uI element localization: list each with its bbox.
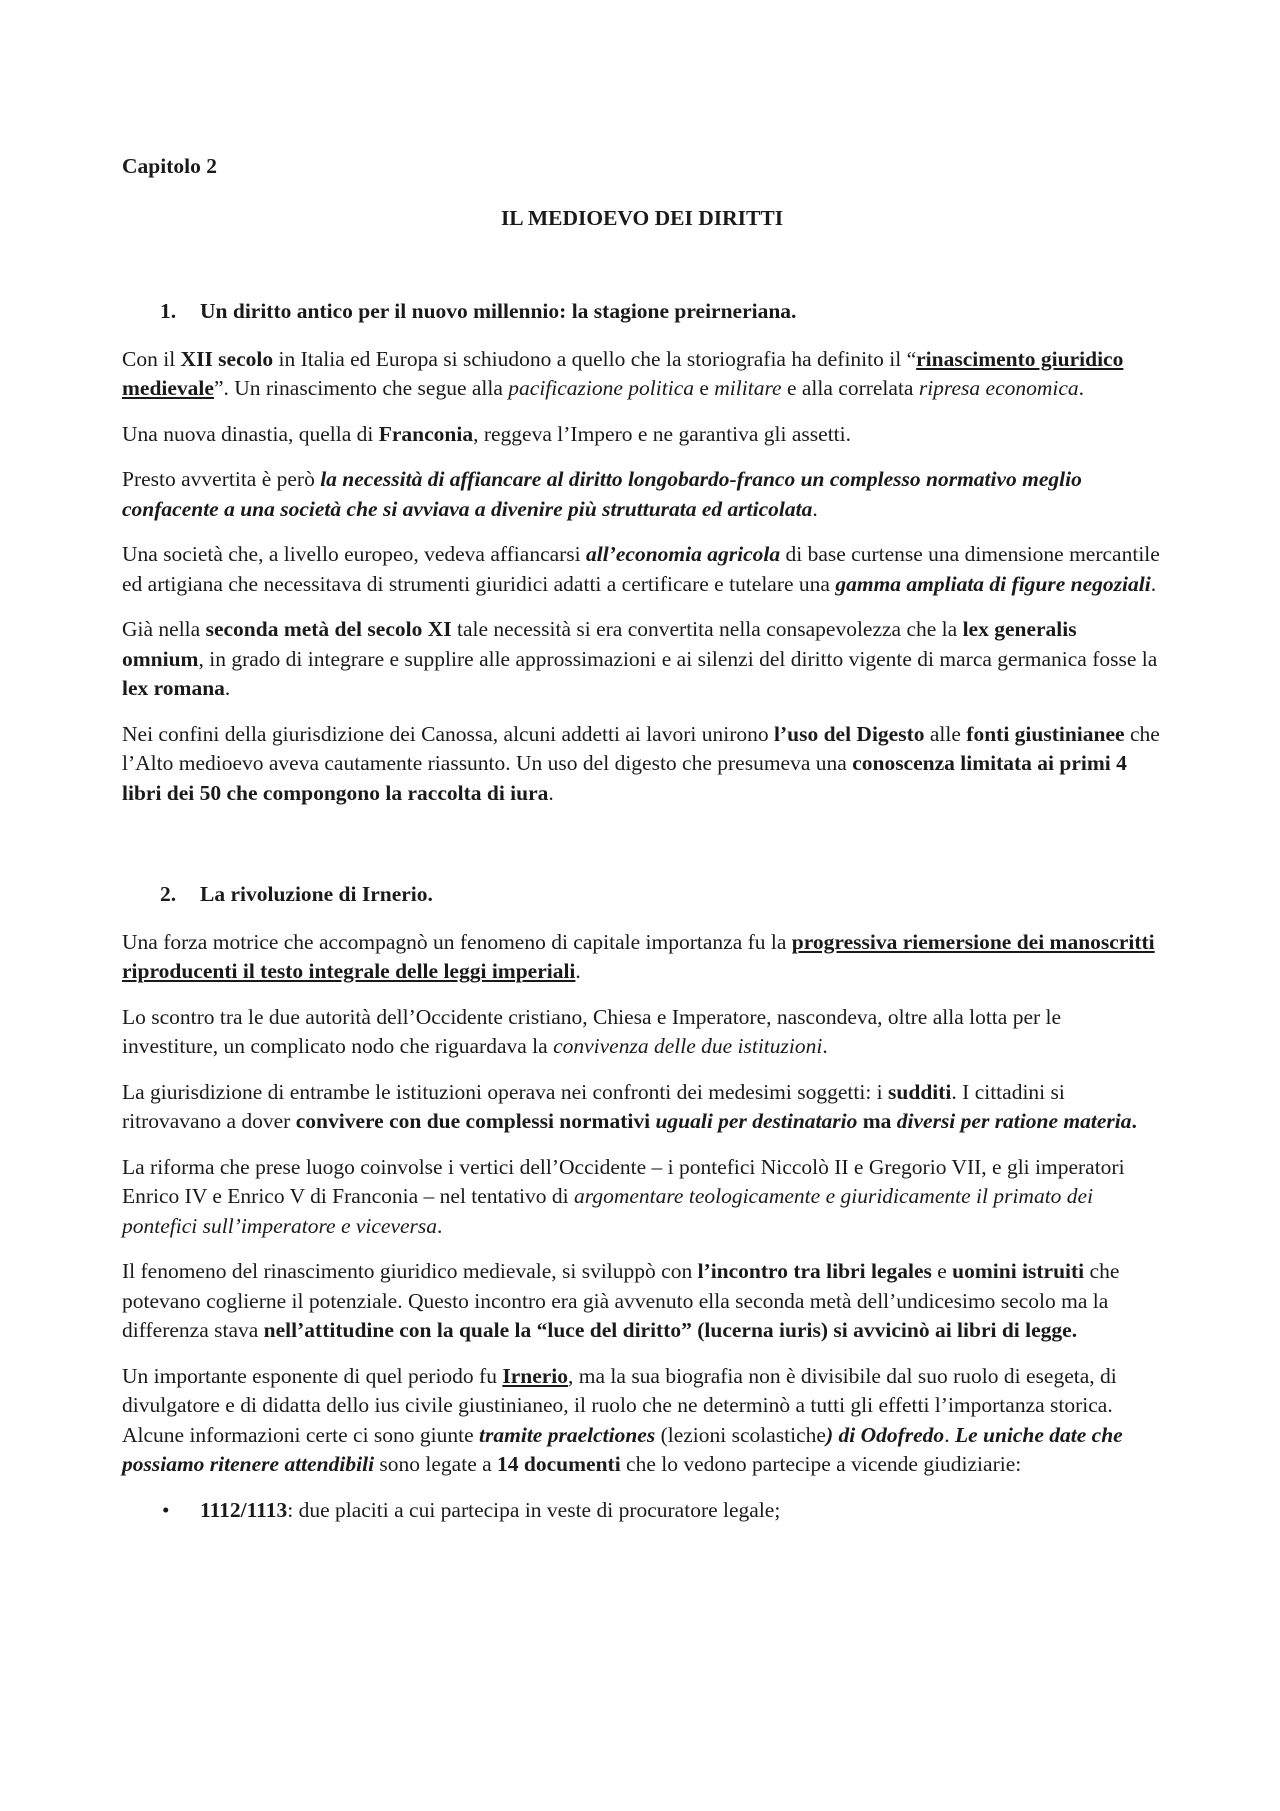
bullet-list [122, 1496, 1162, 1526]
spacer [122, 824, 1162, 880]
paragraph: Il fenomeno del rinascimento giuridico medievale, si sviluppò con l’incontro tra libri legales e uomini istruiti che potevano coglierne il potenziale. Questo incontro era già avvenuto ella seconda metà dell’undicesimo secolo ma la differenza stava nell’attitudine con la quale la “luce del diritto” (lucerna iuris) si avvicinò ai libri di legge. [122, 1259, 1120, 1342]
bullet-marker: • [162, 1497, 170, 1522]
paragraph: Con il XII secolo in Italia ed Europa si schiudono a quello che la storiografia ha definito il “rinascimento giuridico medievale”. Un rinascimento che segue alla pacificazione politica e militare e alla correlata ripresa economica. [122, 346, 1124, 400]
paragraph: Già nella seconda metà del secolo XI tale necessità si era convertita nella consapevolezza che la lex generalis omnium, in grado di integrare e supplire alle approssimazioni e ai silenzi del diritto vigente di marca germanica fosse la lex romana. [122, 617, 1158, 700]
paragraph: Presto avvertita è però la necessità di affiancare al diritto longobardo-franco un complesso normativo meglio confacente a una società che si avviava a divenire più strutturata ed articolata. [122, 467, 1082, 521]
paragraph: Una forza motrice che accompagnò un fenomeno di capitale importanza fu la progressiva riemersione dei manoscritti riproducenti il testo integrale delle leggi imperiali. [122, 929, 1155, 983]
chapter-title: IL MEDIOEVO DEI DIRITTI [500, 205, 784, 230]
section-heading [160, 880, 1162, 910]
paragraph: Nei confini della giurisdizione dei Canossa, alcuni addetti ai lavori unirono l’uso del Digesto alle fonti giustinianee che l’Alto medioevo aveva cautamente riassunto. Un uso del digesto che presumeva una conoscenza limitata ai primi 4 libri dei 50 che compongono la raccolta di iura. [122, 721, 1160, 805]
paragraph: Una nuova dinastia, quella di Franconia, reggeva l’Impero e ne garantiva gli assetti. [122, 421, 851, 446]
section-title: Un diritto antico per il nuovo millennio: la stagione preirneriana. [200, 299, 797, 323]
paragraph: Una società che, a livello europeo, vedeva affiancarsi all’economia agricola di base curtense una dimensione mercantile ed artigiana che necessitava di strumenti giuridici adatti a certificare e tutelare una gamma ampliata di figure negoziali. [122, 542, 1160, 596]
paragraph: Lo scontro tra le due autorità dell’Occidente cristiano, Chiesa e Imperatore, nascondeva, oltre alla lotta per le investiture, un complicato nodo che riguardava la convivenza delle due istituzioni. [122, 1004, 1062, 1058]
section-number: 2. [160, 882, 177, 906]
section-title: La rivoluzione di Irnerio. [200, 882, 433, 906]
paragraph: La giurisdizione di entrambe le istituzioni operava nei confronti dei medesimi soggetti: i sudditi. I cittadini si ritrovavano a dover convivere con due complessi normativi uguali per destinatario ma diversi per ratione materia. [122, 1079, 1137, 1133]
paragraph: Un importante esponente di quel periodo fu Irnerio, ma la sua biografia non è divisibile dal suo ruolo di esegeta, di divulgatore e di didatta dello ius civile giustinianeo, il ruolo che ne determinò a tutti gli effetti l’importanza storica. Alcune informazioni certe ci sono giunte tramite praelctiones (lezioni scolastiche) di Odofredo. Le uniche date che possiamo ritenere attendibili sono legate a 14 documenti che lo vedono partecipe a vicende giudiziarie: [122, 1363, 1123, 1476]
list-item: • 1112/1113: due placiti a cui partecipa in veste di procuratore legale; [122, 1496, 1162, 1526]
paragraph: La riforma che prese luogo coinvolse i vertici dell’Occidente – i pontefici Niccolò II e Gregorio VII, e gli imperatori Enrico IV e Enrico V di Franconia – nel tentativo di argomentare teologicamente e giuridicamente il primato dei pontefici sull’imperatore e viceversa. [122, 1154, 1125, 1238]
section-heading [160, 297, 1162, 327]
section-number: 1. [160, 299, 177, 323]
chapter-label: Capitolo 2 [122, 154, 217, 178]
